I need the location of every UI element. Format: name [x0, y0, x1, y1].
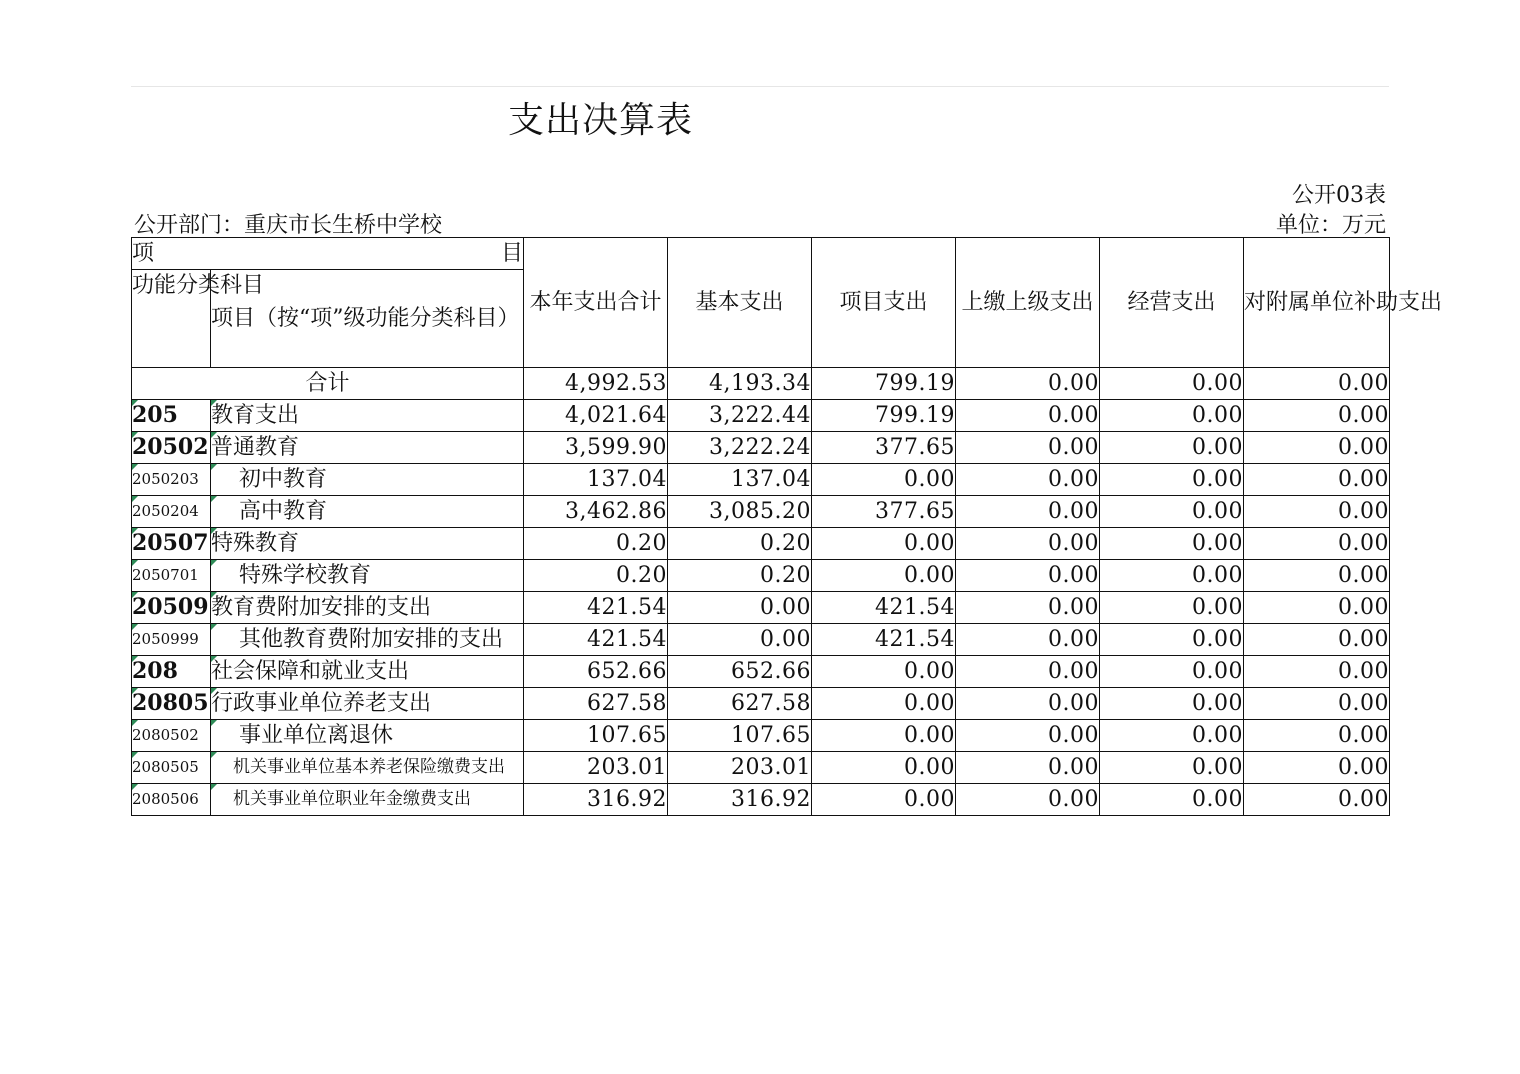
row-value: 0.00 — [812, 560, 956, 592]
col-header-remit: 上缴上级支出 — [956, 238, 1100, 368]
row-value: 0.00 — [1100, 752, 1244, 784]
row-name: 其他教育费附加安排的支出 — [211, 624, 524, 656]
table-row — [132, 560, 1390, 592]
row-value: 107.65 — [668, 720, 812, 752]
department-label: 公开部门：重庆市长生桥中学校 — [134, 213, 443, 238]
row-value: 203.01 — [524, 752, 668, 784]
cell-marker-icon — [132, 784, 138, 790]
row-value: 0.00 — [1244, 624, 1390, 656]
table-row — [132, 688, 1390, 720]
cell-marker-icon — [132, 592, 138, 598]
row-value: 0.00 — [1244, 560, 1390, 592]
cell-marker-icon — [211, 528, 217, 534]
row-value: 0.00 — [1244, 496, 1390, 528]
row-code: 20502 — [132, 432, 211, 464]
row-value: 3,222.44 — [668, 400, 812, 432]
cell-marker-icon — [211, 624, 217, 630]
row-value: 0.00 — [956, 592, 1100, 624]
row-name: 行政事业单位养老支出 — [211, 688, 524, 720]
row-value: 3,462.86 — [524, 496, 668, 528]
table-row — [132, 432, 1390, 464]
item-header — [132, 238, 524, 270]
row-value: 0.00 — [1244, 720, 1390, 752]
total-cell: 4,992.53 — [524, 368, 668, 400]
cell-marker-icon — [211, 400, 217, 406]
row-name: 机关事业单位基本养老保险缴费支出 — [211, 752, 524, 784]
row-value: 3,085.20 — [668, 496, 812, 528]
total-row — [132, 368, 1390, 400]
row-value: 0.00 — [1100, 720, 1244, 752]
col-header-basic: 基本支出 — [668, 238, 812, 368]
row-value: 0.00 — [812, 464, 956, 496]
cell-marker-icon — [211, 560, 217, 566]
row-value: 0.20 — [668, 560, 812, 592]
table-row — [132, 496, 1390, 528]
row-value: 0.00 — [1100, 528, 1244, 560]
row-name: 教育支出 — [211, 400, 524, 432]
total-cell: 0.00 — [956, 368, 1100, 400]
cell-marker-icon — [211, 464, 217, 470]
row-value: 0.00 — [956, 432, 1100, 464]
cell-marker-icon — [211, 688, 217, 694]
row-value: 0.00 — [1100, 464, 1244, 496]
cell-marker-icon — [211, 752, 217, 758]
cell-marker-icon — [211, 592, 217, 598]
cell-marker-icon — [132, 688, 138, 694]
row-value: 3,222.24 — [668, 432, 812, 464]
row-value: 0.00 — [1244, 464, 1390, 496]
cell-marker-icon — [132, 496, 138, 502]
total-label: 合计 — [132, 368, 524, 400]
row-value: 0.00 — [1100, 400, 1244, 432]
cell-marker-icon — [211, 720, 217, 726]
row-code: 2050999 — [132, 624, 211, 656]
cell-marker-icon — [211, 496, 217, 502]
row-value: 0.00 — [1244, 784, 1390, 816]
total-cell: 0.00 — [1100, 368, 1244, 400]
row-value: 0.20 — [524, 528, 668, 560]
row-value: 652.66 — [524, 656, 668, 688]
total-cell: 799.19 — [812, 368, 956, 400]
row-value: 0.00 — [1244, 528, 1390, 560]
table-row — [132, 784, 1390, 816]
row-value: 203.01 — [668, 752, 812, 784]
row-value: 316.92 — [668, 784, 812, 816]
row-value: 0.00 — [956, 496, 1100, 528]
row-code: 20509 — [132, 592, 211, 624]
row-value: 0.00 — [1244, 400, 1390, 432]
item-header-left: 项 — [132, 241, 155, 266]
row-value: 137.04 — [524, 464, 668, 496]
row-code: 2050204 — [132, 496, 211, 528]
row-value: 0.00 — [1244, 688, 1390, 720]
table-row — [132, 752, 1390, 784]
table-row — [132, 592, 1390, 624]
row-name: 高中教育 — [211, 496, 524, 528]
cell-marker-icon — [132, 624, 138, 630]
row-code: 2080502 — [132, 720, 211, 752]
row-value: 0.00 — [956, 784, 1100, 816]
row-value: 0.00 — [1100, 592, 1244, 624]
cell-marker-icon — [132, 528, 138, 534]
row-value: 0.00 — [812, 784, 956, 816]
row-code: 2050701 — [132, 560, 211, 592]
row-value: 0.00 — [812, 720, 956, 752]
cell-marker-icon — [132, 560, 138, 566]
row-name: 特殊教育 — [211, 528, 524, 560]
row-value: 377.65 — [812, 496, 956, 528]
row-name: 特殊学校教育 — [211, 560, 524, 592]
total-cell: 0.00 — [1244, 368, 1390, 400]
row-value: 0.20 — [668, 528, 812, 560]
col-header-total: 本年支出合计 — [524, 238, 668, 368]
row-name: 机关事业单位职业年金缴费支出 — [211, 784, 524, 816]
row-value: 627.58 — [668, 688, 812, 720]
row-name: 教育费附加安排的支出 — [211, 592, 524, 624]
cell-marker-icon — [211, 656, 217, 662]
row-value: 0.00 — [1100, 688, 1244, 720]
row-value: 0.00 — [1100, 432, 1244, 464]
row-value: 652.66 — [668, 656, 812, 688]
cell-marker-icon — [132, 464, 138, 470]
page-title: 支出决算表 — [508, 100, 694, 141]
row-value: 3,599.90 — [524, 432, 668, 464]
cell-marker-icon — [132, 752, 138, 758]
row-value: 0.00 — [668, 592, 812, 624]
row-value: 107.65 — [524, 720, 668, 752]
row-value: 0.00 — [1100, 656, 1244, 688]
row-code: 20507 — [132, 528, 211, 560]
row-value: 421.54 — [524, 624, 668, 656]
table-row — [132, 464, 1390, 496]
row-value: 0.00 — [956, 624, 1100, 656]
top-rule — [131, 86, 1389, 87]
cell-marker-icon — [132, 400, 138, 406]
row-value: 799.19 — [812, 400, 956, 432]
row-code: 2080505 — [132, 752, 211, 784]
row-value: 0.00 — [668, 624, 812, 656]
row-value: 0.00 — [1100, 784, 1244, 816]
row-value: 0.00 — [1100, 560, 1244, 592]
col-header-business: 经营支出 — [1100, 238, 1244, 368]
table-row — [132, 720, 1390, 752]
row-value: 377.65 — [812, 432, 956, 464]
table-row — [132, 656, 1390, 688]
row-value: 0.00 — [812, 688, 956, 720]
row-value: 0.00 — [812, 752, 956, 784]
row-value: 0.00 — [812, 656, 956, 688]
row-value: 0.00 — [956, 400, 1100, 432]
row-value: 0.00 — [956, 560, 1100, 592]
cell-marker-icon — [132, 432, 138, 438]
row-name: 事业单位离退休 — [211, 720, 524, 752]
func-class-header: 功能分类科目 — [132, 270, 211, 368]
row-value: 0.00 — [812, 528, 956, 560]
header-row-1 — [132, 238, 1390, 270]
row-code: 2080506 — [132, 784, 211, 816]
row-name: 普通教育 — [211, 432, 524, 464]
item-desc-header: 项目（按“项”级功能分类科目） — [211, 270, 524, 368]
row-value: 137.04 — [668, 464, 812, 496]
table-code: 公开03表 — [1292, 183, 1386, 208]
row-value: 0.00 — [1244, 432, 1390, 464]
row-value: 0.00 — [1244, 752, 1390, 784]
row-value: 0.20 — [524, 560, 668, 592]
table-row — [132, 400, 1390, 432]
row-code: 208 — [132, 656, 211, 688]
total-cell: 4,193.34 — [668, 368, 812, 400]
row-value: 0.00 — [956, 752, 1100, 784]
row-code: 205 — [132, 400, 211, 432]
cell-marker-icon — [211, 784, 217, 790]
row-value: 0.00 — [956, 528, 1100, 560]
row-value: 0.00 — [1100, 624, 1244, 656]
col-header-project: 项目支出 — [812, 238, 956, 368]
table-row — [132, 528, 1390, 560]
row-value: 0.00 — [956, 720, 1100, 752]
row-value: 0.00 — [1244, 592, 1390, 624]
row-value: 316.92 — [524, 784, 668, 816]
col-header-subsidy: 对附属单位补助支出 — [1244, 238, 1390, 368]
row-value: 421.54 — [812, 592, 956, 624]
row-name: 初中教育 — [211, 464, 524, 496]
row-value: 0.00 — [956, 688, 1100, 720]
row-value: 421.54 — [524, 592, 668, 624]
table-row — [132, 624, 1390, 656]
row-value: 0.00 — [956, 656, 1100, 688]
cell-marker-icon — [211, 432, 217, 438]
row-name: 社会保障和就业支出 — [211, 656, 524, 688]
row-value: 421.54 — [812, 624, 956, 656]
row-value: 0.00 — [1244, 656, 1390, 688]
cell-marker-icon — [132, 720, 138, 726]
item-header-right: 目 — [500, 241, 523, 266]
row-value: 627.58 — [524, 688, 668, 720]
expenditure-table — [131, 237, 1443, 816]
row-code: 2050203 — [132, 464, 211, 496]
row-value: 4,021.64 — [524, 400, 668, 432]
row-value: 0.00 — [1100, 496, 1244, 528]
unit-label: 单位：万元 — [1275, 213, 1386, 238]
row-value: 0.00 — [956, 464, 1100, 496]
row-code: 20805 — [132, 688, 211, 720]
cell-marker-icon — [132, 656, 138, 662]
